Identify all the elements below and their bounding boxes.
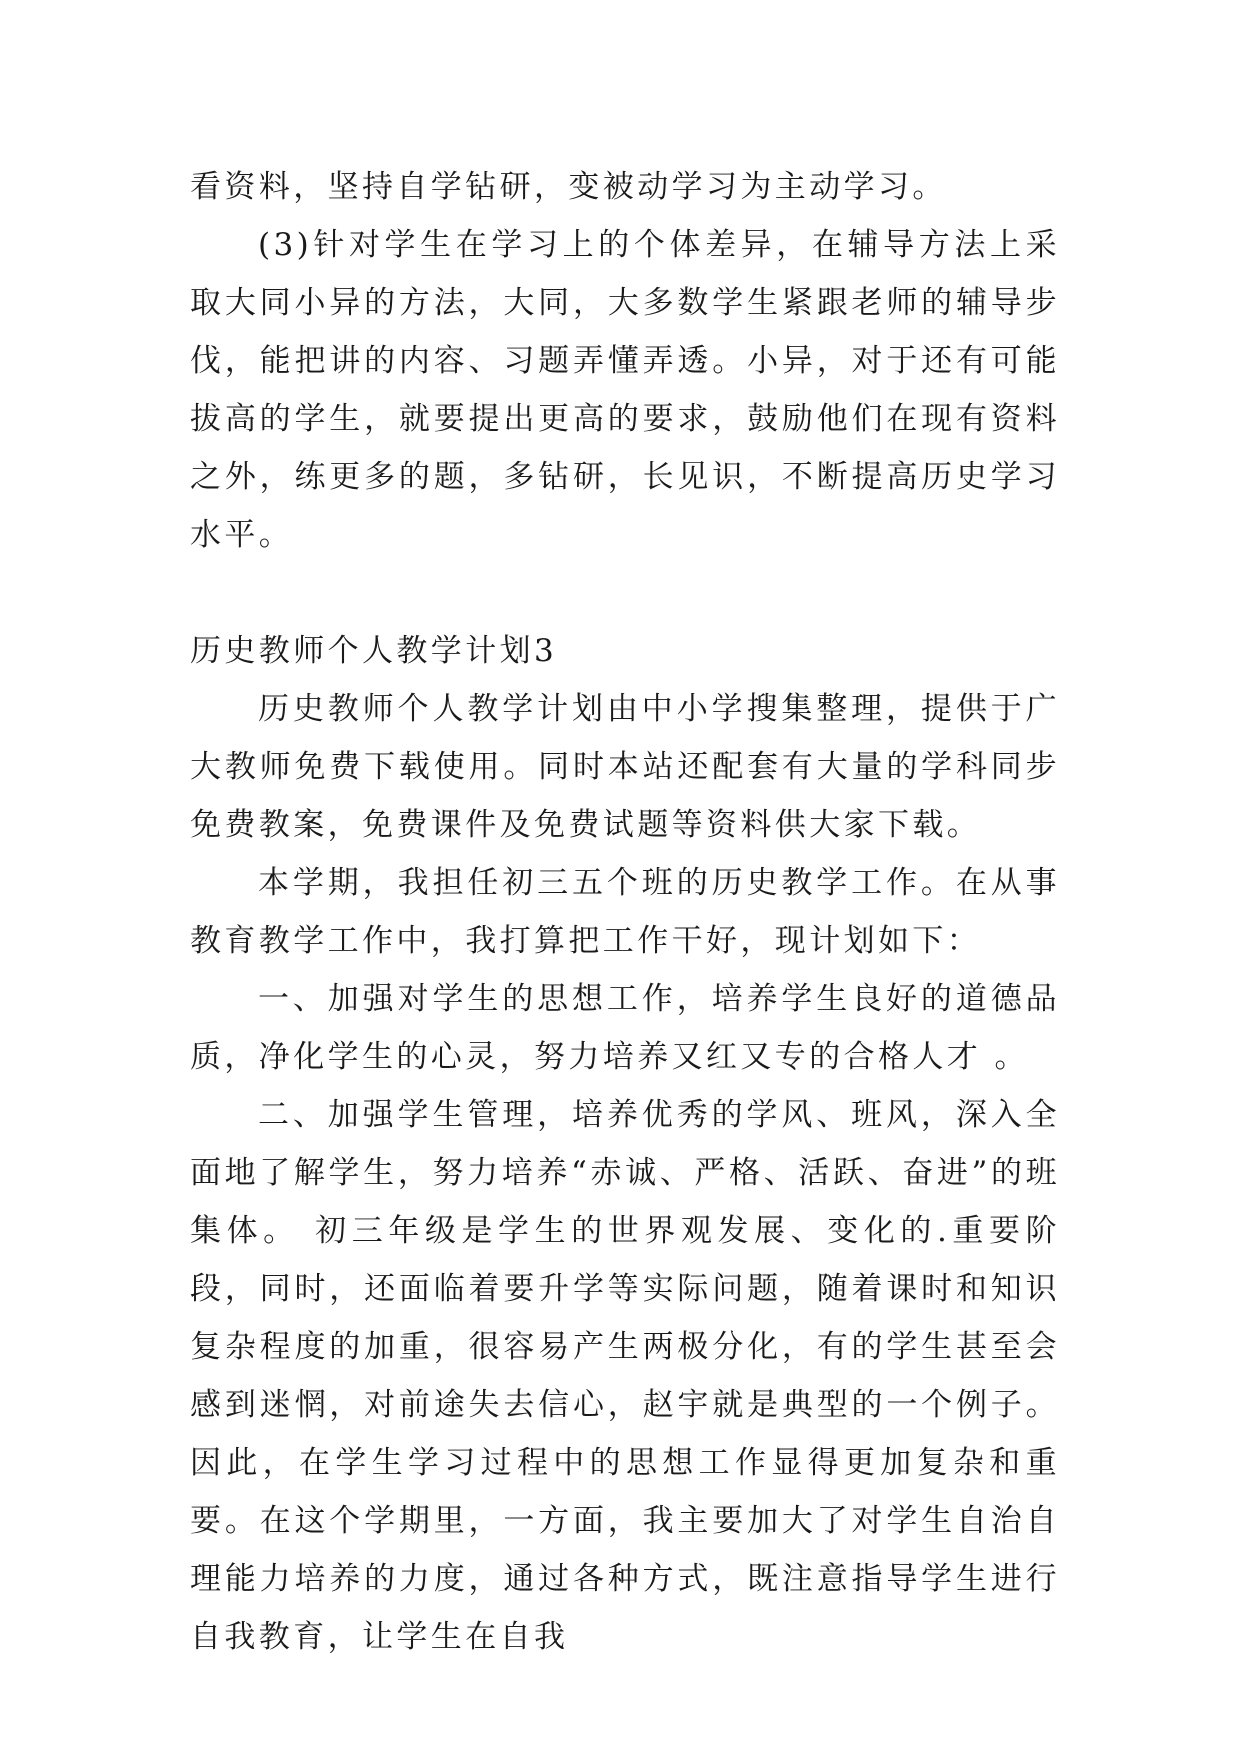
paragraph-point-one: 一、加强对学生的思想工作，培养学生良好的道德品质，净化学生的心灵，努力培养又红又专的合格人才 。: [190, 981, 1060, 1075]
paragraph-source-note: 历史教师个人教学计划由中小学搜集整理，提供于广大教师免费下载使用。同时本站还配套有大量的学科同步免费教案，免费课件及免费试题等资料供大家下载。: [190, 691, 1060, 843]
paragraph-continuation: 看资料，坚持自学钻研，变被动学习为主动学习。: [190, 169, 947, 205]
section-heading: 历史教师个人教学计划3: [190, 633, 558, 669]
paragraph-semester-intro: 本学期，我担任初三五个班的历史教学工作。在从事教育教学工作中，我打算把工作干好，现计划如下：: [190, 865, 1060, 959]
paragraph-point-two: 二、加强学生管理，培养优秀的学风、班风，深入全面地了解学生，努力培养“赤诚、严格、活跃、奋进”的班集体。 初三年级是学生的世界观发展、变化的.重要阶段，同时，还面临着要升学等实际问题，随着课时和知识复杂程度的加重，很容易产生两极分化，有的学生甚至会感到迷惘，对前途失去信心，赵宇就是典型的一个例子。因此，在学生学习过程中的思想工作显得更加复杂和重要。在这个学期里，一方面，我主要加大了对学生自治自理能力培养的力度，通过各种方式，既注意指导学生进行自我教育，让学生在自我: [190, 1097, 1060, 1655]
paragraph-tutoring-method: (3)针对学生在学习上的个体差异，在辅导方法上采取大同小异的方法，大同，大多数学生紧跟老师的辅导步伐，能把讲的内容、习题弄懂弄透。小异，对于还有可能拔高的学生，就要提出更高的要求，鼓励他们在现有资料之外，练更多的题，多钻研，长见识，不断提高历史学习水平。: [190, 227, 1060, 553]
document-body: [190, 158, 1060, 1666]
